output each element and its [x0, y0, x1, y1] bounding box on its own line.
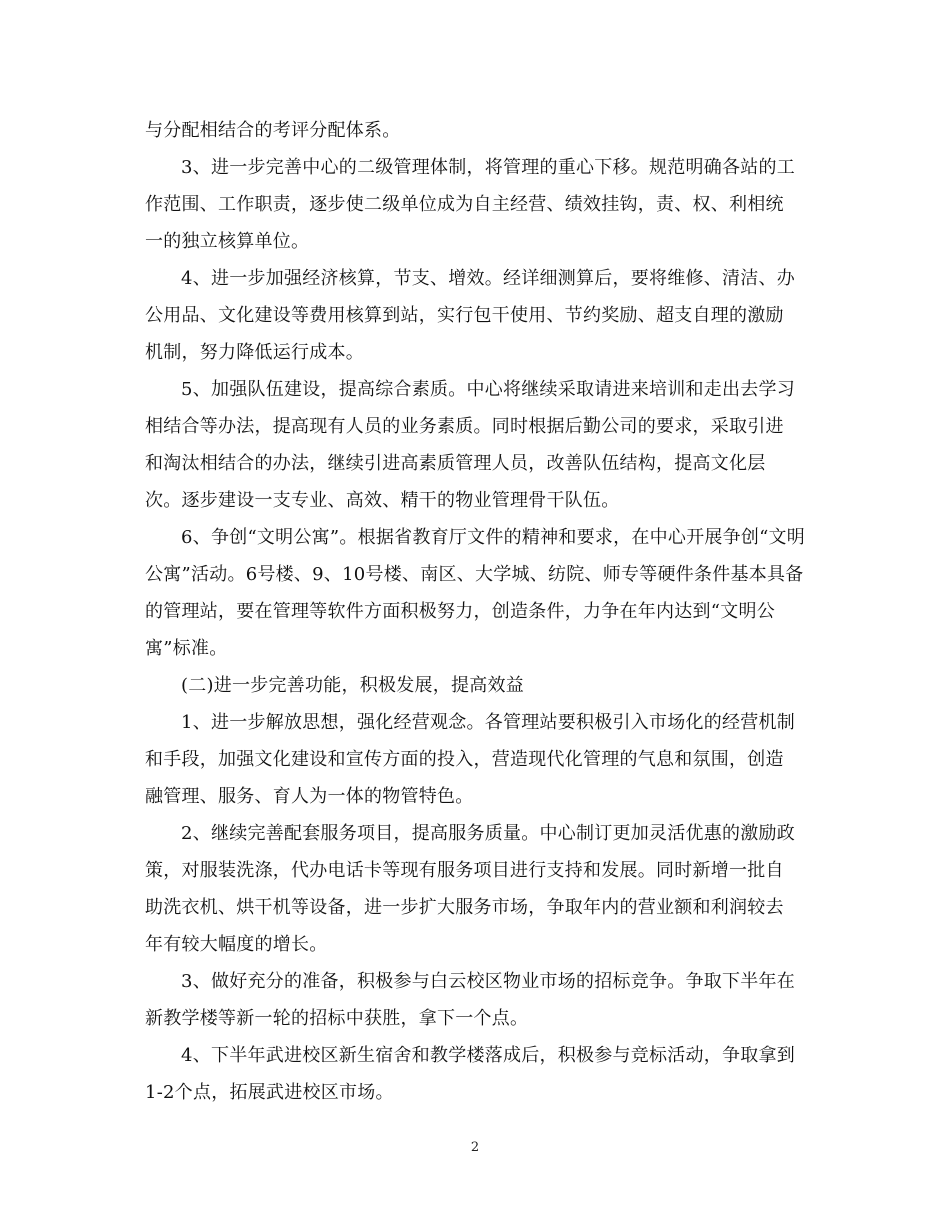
text-line: 1、进一步解放思想，强化经营观念。各管理站要积极引入市场化的经营机制	[181, 712, 795, 733]
text-line: 与分配相结合的考评分配体系。	[145, 120, 401, 141]
text-line: 3、做好充分的准备，积极参与白云校区物业市场的招标竞争。争取下半年在	[181, 971, 795, 992]
text-line: 3、进一步完善中心的二级管理体制，将管理的重心下移。规范明确各站的工	[181, 157, 795, 178]
text-line: 4、进一步加强经济核算，节支、增效。经详细测算后，要将维修、清洁、办	[181, 268, 795, 289]
body-text	[145, 112, 810, 1111]
text-line: 融管理、服务、育人为一体的物管特色。	[145, 786, 474, 807]
text-line: 4、下半年武进校区新生宿舍和教学楼落成后，积极参与竞标活动，争取拿到	[181, 1045, 795, 1066]
text-line: 6、争创“文明公寓”。根据省教育厅文件的精神和要求，在中心开展争创“文明	[181, 527, 806, 548]
text-line: 和淘汰相结合的办法，继续引进高素质管理人员，改善队伍结构，提高文化层	[145, 453, 766, 474]
text-line: 公用品、文化建设等费用核算到站，实行包干使用、节约奖励、超支自理的激励	[145, 305, 784, 326]
text-line: 的管理站，要在管理等软件方面积极努力，创造条件，力争在年内达到“文明公	[145, 601, 775, 622]
section-heading: (二)进一步完善功能，积极发展，提高效益	[181, 675, 525, 696]
text-line: 公寓”活动。6号楼、9、10号楼、南区、大学城、纺院、师专等硬件条件基本具备	[145, 564, 804, 585]
text-line: 作范围、工作职责，逐步使二级单位成为自主经营、绩效挂钩，责、权、利相统	[145, 194, 784, 215]
text-line: 机制，努力降低运行成本。	[145, 342, 364, 363]
text-line: 5、加强队伍建设，提高综合素质。中心将继续采取请进来培训和走出去学习	[181, 379, 795, 400]
text-line: 相结合等办法，提高现有人员的业务素质。同时根据后勤公司的要求，采取引进	[145, 416, 784, 437]
text-line: 寓”标准。	[145, 638, 228, 659]
text-line: 策，对服装洗涤，代办电话卡等现有服务项目进行支持和发展。同时新增一批自	[145, 860, 784, 881]
text-line: 助洗衣机、烘干机等设备，进一步扩大服务市场，争取年内的营业额和利润较去	[145, 897, 784, 918]
text-line: 一的独立核算单位。	[145, 231, 310, 252]
text-line: 2、继续完善配套服务项目，提高服务质量。中心制订更加灵活优惠的激励政	[181, 823, 795, 844]
text-line: 年有较大幅度的增长。	[145, 934, 328, 955]
text-line: 1-2个点，拓展武进校区市场。	[145, 1082, 394, 1103]
text-line: 和手段，加强文化建设和宣传方面的投入，营造现代化管理的气息和氛围，创造	[145, 749, 784, 770]
text-line: 次。逐步建设一支专业、高效、精干的物业管理骨干队伍。	[145, 490, 620, 511]
page-number: 2	[470, 1140, 480, 1155]
text-line: 新教学楼等新一轮的招标中获胜，拿下一个点。	[145, 1008, 529, 1029]
